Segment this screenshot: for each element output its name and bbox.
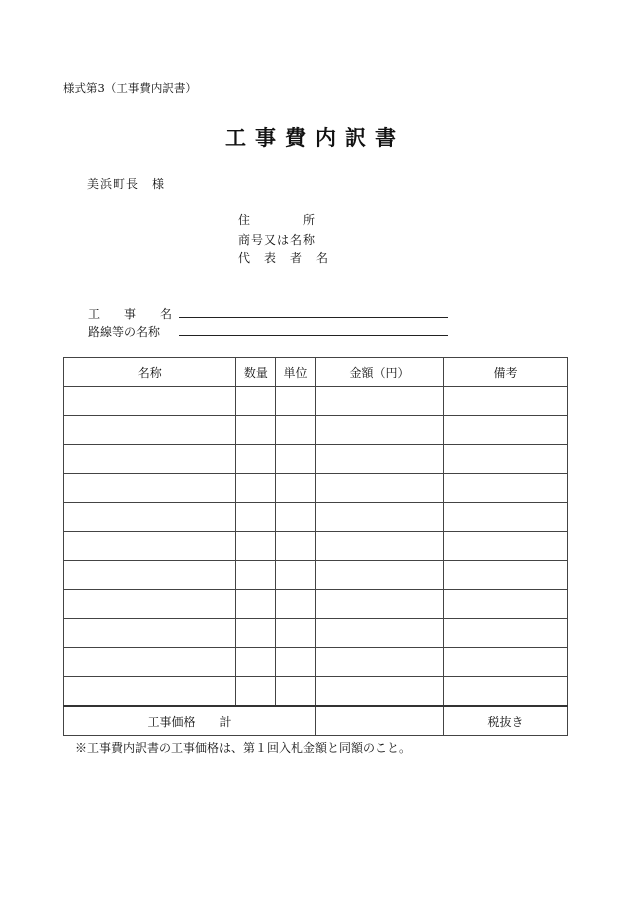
remarks-cell[interactable] bbox=[444, 532, 568, 561]
work-name-label: 工 事 名 bbox=[88, 307, 173, 321]
header-name: 名称 bbox=[64, 358, 236, 387]
unit-cell[interactable] bbox=[276, 445, 316, 474]
table-row bbox=[64, 445, 568, 474]
name-cell[interactable] bbox=[64, 648, 236, 677]
amount-cell[interactable] bbox=[315, 677, 443, 707]
name-cell[interactable] bbox=[64, 532, 236, 561]
name-cell[interactable] bbox=[64, 445, 236, 474]
footnote: ※工事費内訳書の工事価格は、第１回入札金額と同額のこと。 bbox=[75, 741, 412, 755]
remarks-cell[interactable] bbox=[444, 677, 568, 707]
work-name-line[interactable] bbox=[179, 317, 448, 318]
remarks-cell[interactable] bbox=[444, 648, 568, 677]
unit-cell[interactable] bbox=[276, 387, 316, 416]
table-row bbox=[64, 619, 568, 648]
header-amount: 金額（円） bbox=[315, 358, 443, 387]
total-row bbox=[64, 706, 568, 736]
quantity-cell[interactable] bbox=[236, 387, 276, 416]
header-remarks: 備考 bbox=[444, 358, 568, 387]
remarks-cell[interactable] bbox=[444, 590, 568, 619]
quantity-cell[interactable] bbox=[236, 532, 276, 561]
unit-cell[interactable] bbox=[276, 677, 316, 707]
name-cell[interactable] bbox=[64, 416, 236, 445]
route-name-line[interactable] bbox=[179, 335, 448, 336]
amount-cell[interactable] bbox=[315, 532, 443, 561]
header-quantity: 数量 bbox=[236, 358, 276, 387]
amount-cell[interactable] bbox=[315, 387, 443, 416]
name-cell[interactable] bbox=[64, 561, 236, 590]
remarks-cell[interactable] bbox=[444, 474, 568, 503]
total-note: 税抜き bbox=[444, 706, 568, 736]
table-row bbox=[64, 561, 568, 590]
table-row bbox=[64, 648, 568, 677]
table-row bbox=[64, 532, 568, 561]
remarks-cell[interactable] bbox=[444, 503, 568, 532]
amount-cell[interactable] bbox=[315, 648, 443, 677]
remarks-cell[interactable] bbox=[444, 416, 568, 445]
remarks-cell[interactable] bbox=[444, 387, 568, 416]
name-cell[interactable] bbox=[64, 677, 236, 707]
name-cell[interactable] bbox=[64, 619, 236, 648]
table-header-row bbox=[64, 358, 568, 387]
name-cell[interactable] bbox=[64, 387, 236, 416]
quantity-cell[interactable] bbox=[236, 677, 276, 707]
unit-cell[interactable] bbox=[276, 474, 316, 503]
table-row bbox=[64, 387, 568, 416]
table-row bbox=[64, 590, 568, 619]
quantity-cell[interactable] bbox=[236, 590, 276, 619]
quantity-cell[interactable] bbox=[236, 503, 276, 532]
sender-company-label: 商号又は名称 bbox=[238, 233, 317, 247]
sender-address-label: 住 所 bbox=[238, 213, 317, 227]
amount-cell[interactable] bbox=[315, 619, 443, 648]
amount-cell[interactable] bbox=[315, 590, 443, 619]
addressee: 美浜町長 様 bbox=[87, 177, 166, 191]
quantity-cell[interactable] bbox=[236, 648, 276, 677]
remarks-cell[interactable] bbox=[444, 445, 568, 474]
remarks-cell[interactable] bbox=[444, 561, 568, 590]
name-cell[interactable] bbox=[64, 474, 236, 503]
route-name-label: 路線等の名称 bbox=[88, 325, 161, 339]
amount-cell[interactable] bbox=[315, 503, 443, 532]
unit-cell[interactable] bbox=[276, 619, 316, 648]
unit-cell[interactable] bbox=[276, 416, 316, 445]
amount-cell[interactable] bbox=[315, 416, 443, 445]
unit-cell[interactable] bbox=[276, 503, 316, 532]
table-row bbox=[64, 474, 568, 503]
quantity-cell[interactable] bbox=[236, 474, 276, 503]
unit-cell[interactable] bbox=[276, 561, 316, 590]
remarks-cell[interactable] bbox=[444, 619, 568, 648]
sender-representative-label: 代 表 者 名 bbox=[238, 251, 330, 265]
form-number: 様式第3（工事費内訳書） bbox=[63, 81, 197, 95]
table-row bbox=[64, 677, 568, 707]
cost-breakdown-table bbox=[63, 357, 568, 736]
total-label: 工事価格 計 bbox=[64, 706, 316, 736]
table-row bbox=[64, 416, 568, 445]
quantity-cell[interactable] bbox=[236, 561, 276, 590]
total-amount-cell[interactable] bbox=[315, 706, 443, 736]
table-row bbox=[64, 503, 568, 532]
amount-cell[interactable] bbox=[315, 445, 443, 474]
amount-cell[interactable] bbox=[315, 561, 443, 590]
unit-cell[interactable] bbox=[276, 648, 316, 677]
quantity-cell[interactable] bbox=[236, 445, 276, 474]
header-unit: 単位 bbox=[276, 358, 316, 387]
unit-cell[interactable] bbox=[276, 532, 316, 561]
document-title: 工事費内訳書 bbox=[225, 125, 405, 150]
unit-cell[interactable] bbox=[276, 590, 316, 619]
name-cell[interactable] bbox=[64, 503, 236, 532]
quantity-cell[interactable] bbox=[236, 619, 276, 648]
name-cell[interactable] bbox=[64, 590, 236, 619]
quantity-cell[interactable] bbox=[236, 416, 276, 445]
amount-cell[interactable] bbox=[315, 474, 443, 503]
